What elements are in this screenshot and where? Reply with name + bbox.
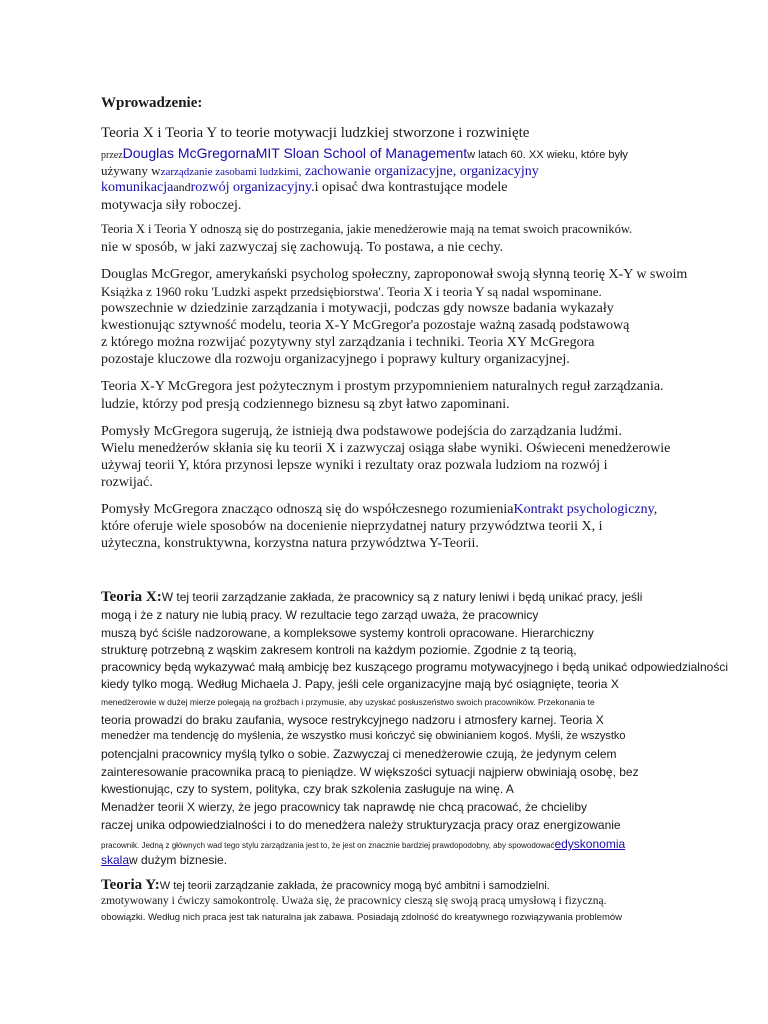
para4-line-3: używaj teorii Y, która przynosi lepsze wyniki i rezultaty oraz pozwala ludziom na rozwój i xyxy=(101,458,608,473)
theory-x-line-16 xyxy=(101,854,227,866)
theory-x-text-1: W tej teorii zarządzanie zakłada, że pracownicy są z natury leniwi i będą unikać pracy, jeśli xyxy=(161,590,643,604)
theory-x-line-10: potencjalni pracownicy myślą tylko o sobie. Zazwyczaj ci menedżerowie czują, że jedynym celem xyxy=(101,747,617,761)
theory-y-line-1 xyxy=(101,877,550,893)
intro-heading: Wprowadzenie: xyxy=(101,95,203,111)
theory-x-line-13: Menadżer teorii X wierzy, że jego pracownicy tak naprawdę nie chcą pracować, że chcieliby xyxy=(101,800,588,814)
intro-line-4 xyxy=(101,181,507,195)
para2-line-5: z którego można rozwijać pozytywny styl zarządzania i techniki. Teoria XY McGregora xyxy=(101,335,595,350)
link-skala[interactable]: skala xyxy=(101,853,130,867)
theory-x-title: Teoria X: xyxy=(101,589,162,605)
para4-line-1: Pomysły McGregora sugerują, że istnieją dwa podstawowe podejścia do zarządzania ludźmi. xyxy=(101,424,622,439)
theory-x-text-15: pracownik. Jedną z głównych wad tego stylu zarządzania jest to, że jest on znacznie bardziej prawdopodobny, aby spowodować xyxy=(101,841,555,850)
theory-x-line-6: kiedy tylko mogą. Według Michaela J. Papy, jeśli cele organizacyjne mają być osiągnięte, teoria X xyxy=(101,677,619,691)
intro-line-3-text: używany w xyxy=(101,163,161,178)
para2-line-4: kwestionując sztywność modelu, teoria X-Y McGregor'a pozostaje ważną zasadą podstawową xyxy=(101,318,630,333)
theory-x-line-1 xyxy=(101,589,642,605)
theory-x-line-14: raczej unika odpowiedzialności i to do menedżera należy strukturyzacja pracy oraz energizowanie xyxy=(101,818,621,832)
theory-x-line-12: kwestionując, czy to system, polityka, czy brak szkolenia zasługuje na winę. A xyxy=(101,782,514,796)
para2-line-3: powszechnie w dziedzinie zarządzania i motywacji, podczas gdy nowsze badania wykazały xyxy=(101,301,614,316)
para5-prefix: Pomysły McGregora znacząco odnoszą się do współczesnego rozumienia xyxy=(101,502,514,517)
para1-line-1: Teoria X i Teoria Y odnoszą się do postrzegania, jakie menedżerowie mają na temat swoich pracowników. xyxy=(101,222,633,236)
link-edyskonomia[interactable]: edyskonomia xyxy=(554,837,626,851)
theory-x-text-16: w dużym biznesie. xyxy=(129,853,228,867)
theory-x-line-8: teoria prowadzi do braku zaufania, wysoce restrykcyjnego nadzoru i atmosfery karnej. Teoria X xyxy=(101,713,604,727)
link-komunikacja[interactable]: komunikacja xyxy=(101,180,174,195)
para3-line-2: ludzie, którzy pod presją codziennego biznesu są zbyt łatwo zapominani. xyxy=(101,397,510,412)
intro-line-5: motywacja siły roboczej. xyxy=(101,198,242,213)
para5-line-2: które oferuje wiele sposobów na docenienie nieprzydatnej natury przywództwa teorii X, i xyxy=(101,519,603,534)
intro-line-3 xyxy=(101,164,539,179)
link-rozwoj-organizacyjny[interactable]: rozwój organizacyjny. xyxy=(190,180,315,195)
intro-line-4-suffix: i opisać dwa kontrastujące modele xyxy=(314,180,508,195)
para5-line-1 xyxy=(101,503,657,517)
para5-line-3: użyteczna, konstruktywna, korzystna natura przywództwa Y-Teorii. xyxy=(101,536,479,551)
theory-x-line-15 xyxy=(101,836,625,852)
intro-line-1: Teoria X i Teoria Y to teorie motywacji ludzkiej stworzone i rozwinięte xyxy=(101,125,530,141)
theory-y-text-1: W tej teorii zarządzanie zakłada, że pracownicy mogą być ambitni i samodzielni. xyxy=(159,880,550,892)
link-kontrakt-psychologiczny[interactable]: Kontrakt psychologiczny xyxy=(513,502,654,517)
theory-x-line-9: menedżer ma tendencję do myślenia, że wszystko musi kończyć się obwinianiem kogoś. Myśli, że wszystko xyxy=(101,730,626,742)
link-mit-sloan[interactable]: MIT Sloan School of Management xyxy=(255,145,468,161)
para2-line-6: pozostaje kluczowe dla rozwoju organizacyjnego i poprawy kultury organizacyjnej. xyxy=(101,352,570,367)
link-organizacyjny[interactable]: organizacyjny xyxy=(459,164,539,179)
para1-line-2: nie w sposób, w jaki zazwyczaj się zachowują. To postawa, a nie cechy. xyxy=(101,240,504,255)
theory-y-line-3: obowiązki. Według nich praca jest tak naturalna jak zabawa. Posiadają zdolność do kreatywnego rozwiązywania problemów xyxy=(101,912,623,923)
theory-x-line-3: muszą być ściśle nadzorowane, a kompleksowe systemy kontroli opracowane. Hierarchiczny xyxy=(101,626,594,640)
link-zarzadzanie-zasobami[interactable]: zarządzanie zasobami ludzkimi, xyxy=(160,166,302,178)
intro-line-2-suffix: w latach 60. XX wieku, które były xyxy=(467,149,628,161)
intro-and: and xyxy=(173,180,191,194)
intro-prefix: przez xyxy=(101,150,123,161)
theory-x-line-2: mogą i że z natury nie lubią pracy. W rezultacie tego zarząd uważa, że pracownicy xyxy=(101,608,539,622)
para2-line-1: Douglas McGregor, amerykański psycholog społeczny, zaproponował swoją słynną teorię X-Y w swoim xyxy=(101,267,688,282)
theory-x-line-11: zainteresowanie pracownika pracą to pieniądze. W większości sytuacji najpierw obwiniają osobę, bez xyxy=(101,765,639,779)
intro-line-2 xyxy=(101,146,628,162)
para2-line-2: Książka z 1960 roku 'Ludzki aspekt przedsiębiorstwa'. Teoria X i teoria Y są nadal wspominane. xyxy=(101,284,602,299)
para4-line-2: Wielu menedżerów skłania się ku teorii X i zazwyczaj osiąga słabe wyniki. Oświeceni menedżerowie xyxy=(101,441,671,456)
para4-line-4: rozwijać. xyxy=(101,475,153,490)
para5-comma: , xyxy=(653,502,658,517)
link-douglas-mcgregor[interactable]: Douglas McGregorna xyxy=(122,145,256,161)
para3-line-1: Teoria X-Y McGregora jest pożytecznym i prostym przypomnieniem naturalnych reguł zarządzania. xyxy=(101,379,664,394)
link-zachowanie-organizacyjne[interactable]: zachowanie organizacyjne, xyxy=(304,164,457,179)
theory-x-line-5: pracownicy będą wykazywać małą ambicję bez kuszącego programu motywacyjnego i będą unikać odpowiedzialności xyxy=(101,660,728,674)
theory-x-line-7: menedżerowie w dużej mierze polegają na groźbach i przymusie, aby uzyskać posłuszeństwo swoich pracowników. Przekonania te xyxy=(101,697,595,707)
theory-y-title: Teoria Y: xyxy=(101,877,160,893)
theory-y-line-2: zmotywowany i ćwiczy samokontrolę. Uważa się, że pracownicy cieszą się swoją pracą umysłową i fizyczną. xyxy=(101,895,607,907)
theory-x-line-4: strukturę potrzebną z wąskim zakresem kontroli na każdym poziomie. Zgodnie z tą teorią, xyxy=(101,643,577,657)
